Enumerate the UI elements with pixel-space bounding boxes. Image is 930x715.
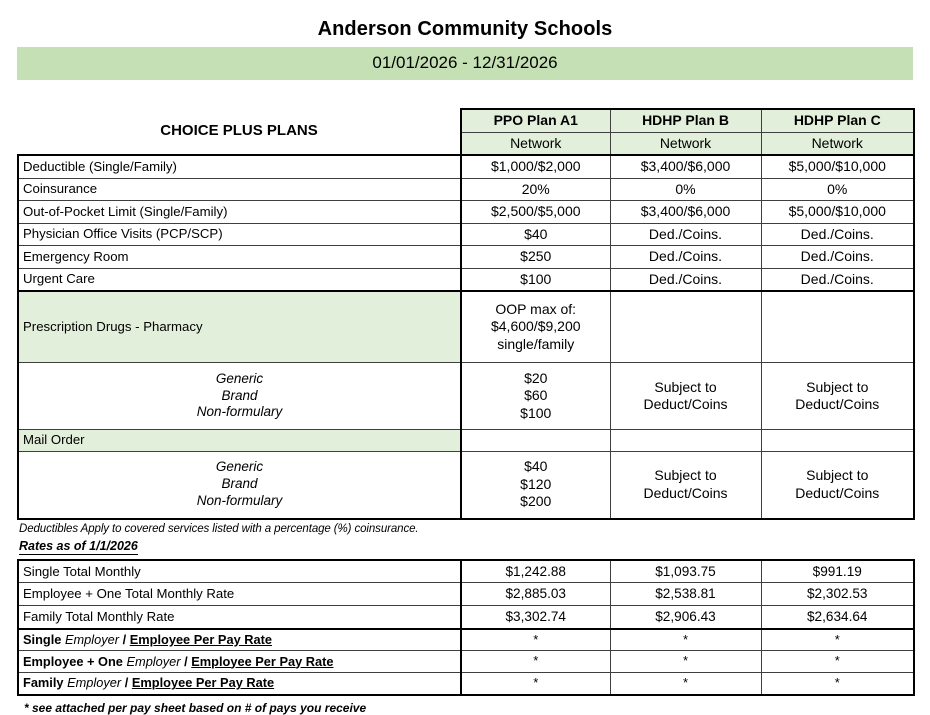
pharmacy-oop-c bbox=[761, 291, 914, 363]
subject-to-line2-b: Deduct/Coins bbox=[643, 396, 728, 412]
mail-order-label: Mail Order bbox=[18, 430, 461, 452]
rate-value-b: $1,093.75 bbox=[610, 560, 761, 583]
table-row bbox=[18, 201, 914, 224]
tier-generic: Generic bbox=[215, 459, 264, 475]
tier-nonformulary-value-a: $200 bbox=[520, 493, 552, 510]
tier-generic-value-a: $40 bbox=[524, 458, 548, 475]
tier-nonformulary: Non-formulary bbox=[196, 404, 283, 420]
benefit-label: Physician Office Visits (PCP/SCP) bbox=[18, 223, 461, 246]
mail-order-tier-values-c bbox=[761, 451, 914, 519]
per-pay-value-b: * bbox=[610, 651, 761, 673]
per-pay-employer: Employer bbox=[64, 631, 120, 647]
table-row-per-pay bbox=[18, 629, 914, 651]
pharmacy-oop-a bbox=[461, 291, 610, 363]
rates-table-container bbox=[17, 559, 913, 697]
benefit-label: Emergency Room bbox=[18, 246, 461, 269]
pharmacy-oop-line1: OOP max of: bbox=[495, 300, 577, 317]
pharmacy-tier-labels bbox=[18, 363, 461, 430]
table-row bbox=[18, 560, 914, 583]
per-pay-value-a: * bbox=[461, 673, 610, 695]
benefit-value-a: $250 bbox=[461, 246, 610, 269]
subject-to-line2-b: Deduct/Coins bbox=[643, 484, 728, 501]
tier-brand-value-a: $60 bbox=[524, 387, 548, 404]
benefit-value-c: $5,000/$10,000 bbox=[761, 201, 914, 224]
rate-value-a: $1,242.88 bbox=[461, 560, 610, 583]
per-pay-value-b: * bbox=[610, 629, 761, 651]
per-pay-separator: / bbox=[122, 631, 127, 647]
rate-value-a: $3,302.74 bbox=[461, 605, 610, 628]
pharmacy-tier-values-b bbox=[610, 363, 761, 430]
benefit-value-c: $5,000/$10,000 bbox=[761, 155, 914, 178]
per-pay-tier: Family bbox=[23, 675, 64, 691]
plan-header-b: HDHP Plan B bbox=[610, 109, 761, 132]
per-pay-separator: / bbox=[184, 653, 188, 669]
subject-to-line1-b: Subject to bbox=[654, 378, 717, 395]
mail-order-tier-values-a bbox=[461, 451, 610, 519]
per-pay-value-c: * bbox=[761, 673, 914, 695]
benefit-value-b: $3,400/$6,000 bbox=[610, 201, 761, 224]
tier-brand: Brand bbox=[221, 387, 258, 403]
tier-generic: Generic bbox=[215, 370, 264, 386]
plan-header-c: HDHP Plan C bbox=[761, 109, 914, 132]
benefits-table-container bbox=[17, 108, 913, 520]
mail-order-value-a bbox=[461, 430, 610, 452]
benefit-value-b: Ded./Coins. bbox=[610, 246, 761, 269]
pharmacy-tier-values-a bbox=[461, 363, 610, 430]
per-pay-value-c: * bbox=[761, 651, 914, 673]
rates-as-of-text: Rates as of 1/1/2026 bbox=[19, 538, 138, 553]
page-title: Anderson Community Schools bbox=[317, 18, 613, 40]
rate-value-b: $2,538.81 bbox=[610, 583, 761, 606]
pharmacy-oop-line2: $4,600/$9,200 bbox=[490, 318, 581, 335]
benefits-table bbox=[17, 108, 915, 520]
rate-value-b: $2,906.43 bbox=[610, 605, 761, 628]
rate-value-a: $2,885.03 bbox=[461, 583, 610, 606]
rates-as-of-line bbox=[19, 537, 913, 555]
table-row-per-pay bbox=[18, 673, 914, 695]
network-header-c: Network bbox=[761, 132, 914, 155]
per-pay-label bbox=[18, 629, 461, 651]
subject-to-line1-c: Subject to bbox=[806, 378, 869, 395]
benefit-label: Deductible (Single/Family) bbox=[18, 155, 461, 178]
per-pay-separator: / bbox=[124, 675, 129, 691]
plan-header-a: PPO Plan A1 bbox=[461, 109, 610, 132]
pharmacy-oop-b bbox=[610, 291, 761, 363]
per-pay-employee: Employee Per Pay Rate bbox=[131, 675, 275, 691]
table-row-per-pay bbox=[18, 651, 914, 673]
benefit-label: Coinsurance bbox=[18, 178, 461, 201]
subject-to-line1-b: Subject to bbox=[654, 467, 717, 483]
per-pay-value-a: * bbox=[461, 651, 610, 673]
table-row-pharmacy-tiers bbox=[18, 363, 914, 430]
star-footnote: * see attached per pay sheet based on # of pays you receive bbox=[24, 701, 367, 715]
benefit-value-a: $2,500/$5,000 bbox=[461, 201, 610, 224]
table-header-row-plans bbox=[18, 109, 914, 132]
benefit-value-b: Ded./Coins. bbox=[610, 268, 761, 291]
table-row bbox=[18, 155, 914, 178]
benefit-value-c: Ded./Coins. bbox=[761, 223, 914, 246]
mail-order-value-b bbox=[610, 430, 761, 452]
per-pay-value-b: * bbox=[610, 673, 761, 695]
per-pay-tier: Employee + One bbox=[23, 653, 123, 669]
benefit-value-b: 0% bbox=[610, 178, 761, 201]
rates-table bbox=[17, 559, 915, 697]
mail-order-value-c bbox=[761, 430, 914, 452]
table-row bbox=[18, 246, 914, 269]
table-row bbox=[18, 223, 914, 246]
per-pay-employee: Employee Per Pay Rate bbox=[129, 631, 272, 647]
table-row-mail-order bbox=[18, 430, 914, 452]
benefit-value-a: $1,000/$2,000 bbox=[461, 155, 610, 178]
tier-brand-value-a: $120 bbox=[520, 475, 552, 492]
rate-value-c: $991.19 bbox=[761, 560, 914, 583]
rate-label: Single Total Monthly bbox=[18, 560, 461, 583]
benefit-value-c: Ded./Coins. bbox=[761, 268, 914, 291]
benefit-value-a: 20% bbox=[461, 178, 610, 201]
per-pay-label bbox=[18, 651, 461, 673]
table-row bbox=[18, 178, 914, 201]
pharmacy-oop-line3: single/family bbox=[497, 335, 575, 352]
pharmacy-tier-values-c bbox=[761, 363, 914, 430]
plan-year-banner: 01/01/2026 - 12/31/2026 bbox=[17, 47, 913, 80]
rate-value-c: $2,634.64 bbox=[761, 605, 914, 628]
benefit-value-c: Ded./Coins. bbox=[761, 246, 914, 269]
benefit-label: Urgent Care bbox=[18, 268, 461, 291]
per-pay-value-a: * bbox=[461, 629, 610, 651]
per-pay-employer: Employer bbox=[126, 653, 181, 669]
mail-order-tier-values-b bbox=[610, 451, 761, 519]
rate-label: Family Total Monthly Rate bbox=[18, 605, 461, 628]
per-pay-label bbox=[18, 673, 461, 695]
table-row bbox=[18, 268, 914, 291]
per-pay-tier: Single bbox=[23, 631, 62, 647]
subject-to-line1-c: Subject to bbox=[806, 467, 869, 483]
benefit-label: Out-of-Pocket Limit (Single/Family) bbox=[18, 201, 461, 224]
table-row-pharmacy bbox=[18, 291, 914, 363]
tier-nonformulary: Non-formulary bbox=[196, 492, 283, 508]
benefit-value-c: 0% bbox=[761, 178, 914, 201]
benefit-value-a: $40 bbox=[461, 223, 610, 246]
pharmacy-label: Prescription Drugs - Pharmacy bbox=[18, 291, 461, 363]
rate-label: Employee + One Total Monthly Rate bbox=[18, 583, 461, 606]
table-row bbox=[18, 605, 914, 628]
table-row-mail-order-tiers bbox=[18, 451, 914, 519]
benefit-value-a: $100 bbox=[461, 268, 610, 291]
benefit-value-b: Ded./Coins. bbox=[610, 223, 761, 246]
tier-nonformulary-value-a: $100 bbox=[520, 404, 552, 421]
table-row bbox=[18, 583, 914, 606]
rate-value-c: $2,302.53 bbox=[761, 583, 914, 606]
per-pay-value-c: * bbox=[761, 629, 914, 651]
per-pay-employer: Employer bbox=[67, 675, 122, 691]
deductibles-note: Deductibles Apply to covered services listed with a percentage (%) coinsurance. bbox=[19, 522, 419, 535]
benefit-value-b: $3,400/$6,000 bbox=[610, 155, 761, 178]
mail-order-tier-labels bbox=[18, 451, 461, 519]
network-header-b: Network bbox=[610, 132, 761, 155]
per-pay-employee: Employee Per Pay Rate bbox=[191, 653, 334, 669]
subject-to-line2-c: Deduct/Coins bbox=[795, 396, 880, 412]
section-title: CHOICE PLUS PLANS bbox=[160, 122, 318, 140]
network-header-a: Network bbox=[461, 132, 610, 155]
tier-brand: Brand bbox=[221, 476, 258, 492]
subject-to-line2-c: Deduct/Coins bbox=[795, 484, 880, 501]
tier-generic-value-a: $20 bbox=[524, 369, 548, 386]
